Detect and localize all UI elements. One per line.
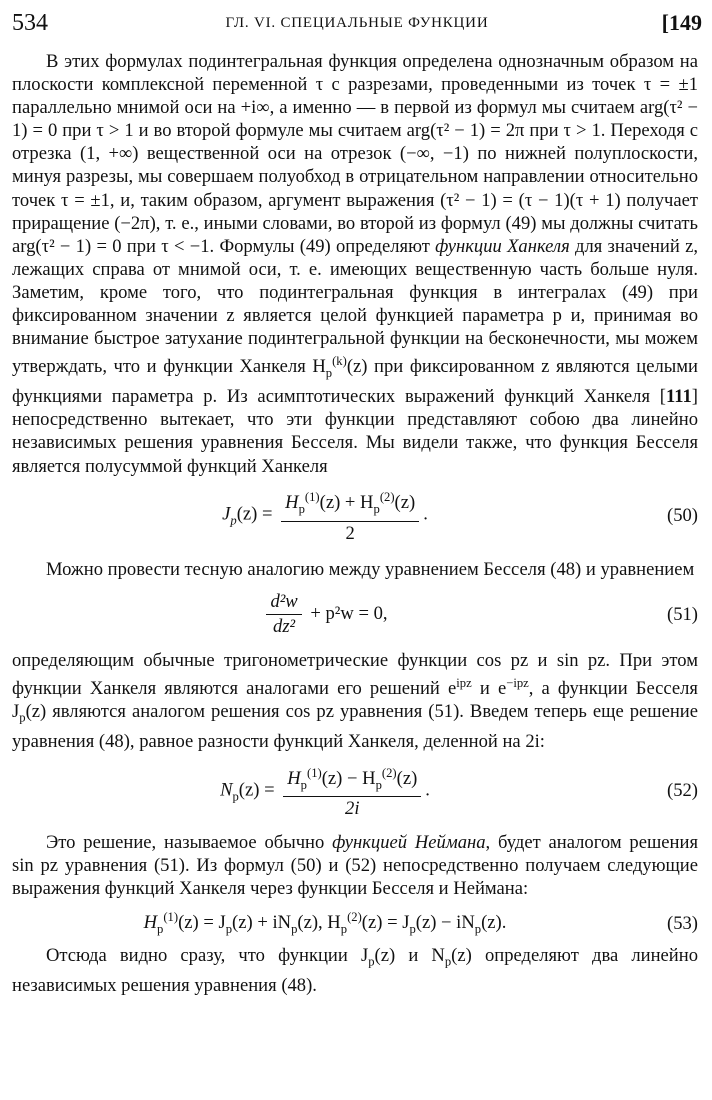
equation-number-53: (53) [667,912,698,934]
equation-50: $J_p(z)$ = $\frac{H_p^{(1)}(z) + H_p^{(2)}(z)}{2}$ . (50) [12,488,698,544]
paragraph-analogy: Можно провести тесную аналогию между уравнением Бесселя (48) и уравнением [46,558,695,580]
equation-number-50: (50) [667,505,698,527]
running-title: ГЛ. VI. СПЕЦИАЛЬНЫЕ ФУНКЦИИ [225,15,489,31]
equation-number-52: (52) [667,780,698,802]
equation-number-51: (51) [667,604,698,626]
paragraph-trig-analogy: определяющим обычные тригонометрические функции cos pz и sin pz. При этом функции Ханкеля являются аналогами его решений $e^{ipz}$ и $e^{-ipz}$, а функции Бесселя $J_p(z)$ являются аналогом решения cos pz уравнения (51). Введем теперь еще решение уравнения (48), равное разности функций Ханкеля, деленной на 2i: [12,649,698,752]
section-number: [149 [661,10,702,35]
page-body [12,32,698,997]
reference-111: 111 [665,386,692,408]
paragraph-neumann: Это решение, называемое обычно функцией Неймана, будет аналогом решения sin pz уравнения (51). Из формул (50) и (52) непосредственно получаем следующие выражения функций Ханкеля через функции Бесселя и Неймана: [12,831,698,900]
equation-51: $\frac{\text{d²w}}{\text{dz²}}$ + p²w = 0, (51) [12,587,698,643]
equation-52: $N_p(z)$ = $\frac{H_p^{(1)}(z) - H_p^{(2)}(z)}{2i}$ . (52) [12,763,698,819]
paragraph-hankel-definition: В этих формулах подинтегральная функция определена однозначным образом на плоскости комплексной переменной τ с разрезами, проведенными из точек τ = ±1 параллельно мнимой оси на +i∞, а именно — в первой из формул мы считаем arg(τ² − 1) = 0 при τ > 1 и во второй формуле мы считаем arg(τ² − 1) = 2π при τ > 1. Переходя с отрезка (1, +∞) вещественной оси на отрезок (−∞, −1) по нижней полуплоскости, минуя разрезы, мы совершаем полуобход в отрицательном направлении относительно точек τ = ±1, и, таким образом, аргумент выражения (τ² − 1) = (τ − 1)(τ + 1) получает приращение (−2π), т. е., иными словами, во второй из формул (49) мы должны считать arg(τ² − 1) = 0 при τ < −1. Формулы (49) определяют функции Ханкеля для значений z, лежащих справа от мнимой оси, т. е. имеющих вещественную часть больше нуля. Заметим, кроме того, что подинтегральная функция в интегралах (49) при фиксированном значении z является целой функцией параметра p и, принимая во внимание быстрое затухание подинтегральной функции на бесконечности, мы можем утверждать, что и функции Ханкеля $H_p^{(k)}(z)$ при фиксированном z являются целыми функциями параметра p. Из асимптотических выражений функций Ханкеля [111] непосредственно вытекает, что эти функции представляют собою два линейно независимых решения уравнения Бесселя. Мы видели также, что функция Бесселя является полусуммой функций Ханкеля [12,51,698,477]
term-hankel-functions: функции Ханкеля [435,235,570,257]
paragraph-conclusion: Отсюда видно сразу, что функции $J_p(z)$ и $N_p(z)$ определяют два линейно независимых решения уравнения (48). [12,945,699,997]
equation-53: $H_p^{(1)}(z) = J_p(z) + iN_p(z)$, $H_p^{(2)}(z) = J_p(z) - iN_p(z)$. (53) [143,909,698,936]
term-neumann-function: функцией Неймана [332,831,486,853]
page-number: 534 [12,10,48,36]
